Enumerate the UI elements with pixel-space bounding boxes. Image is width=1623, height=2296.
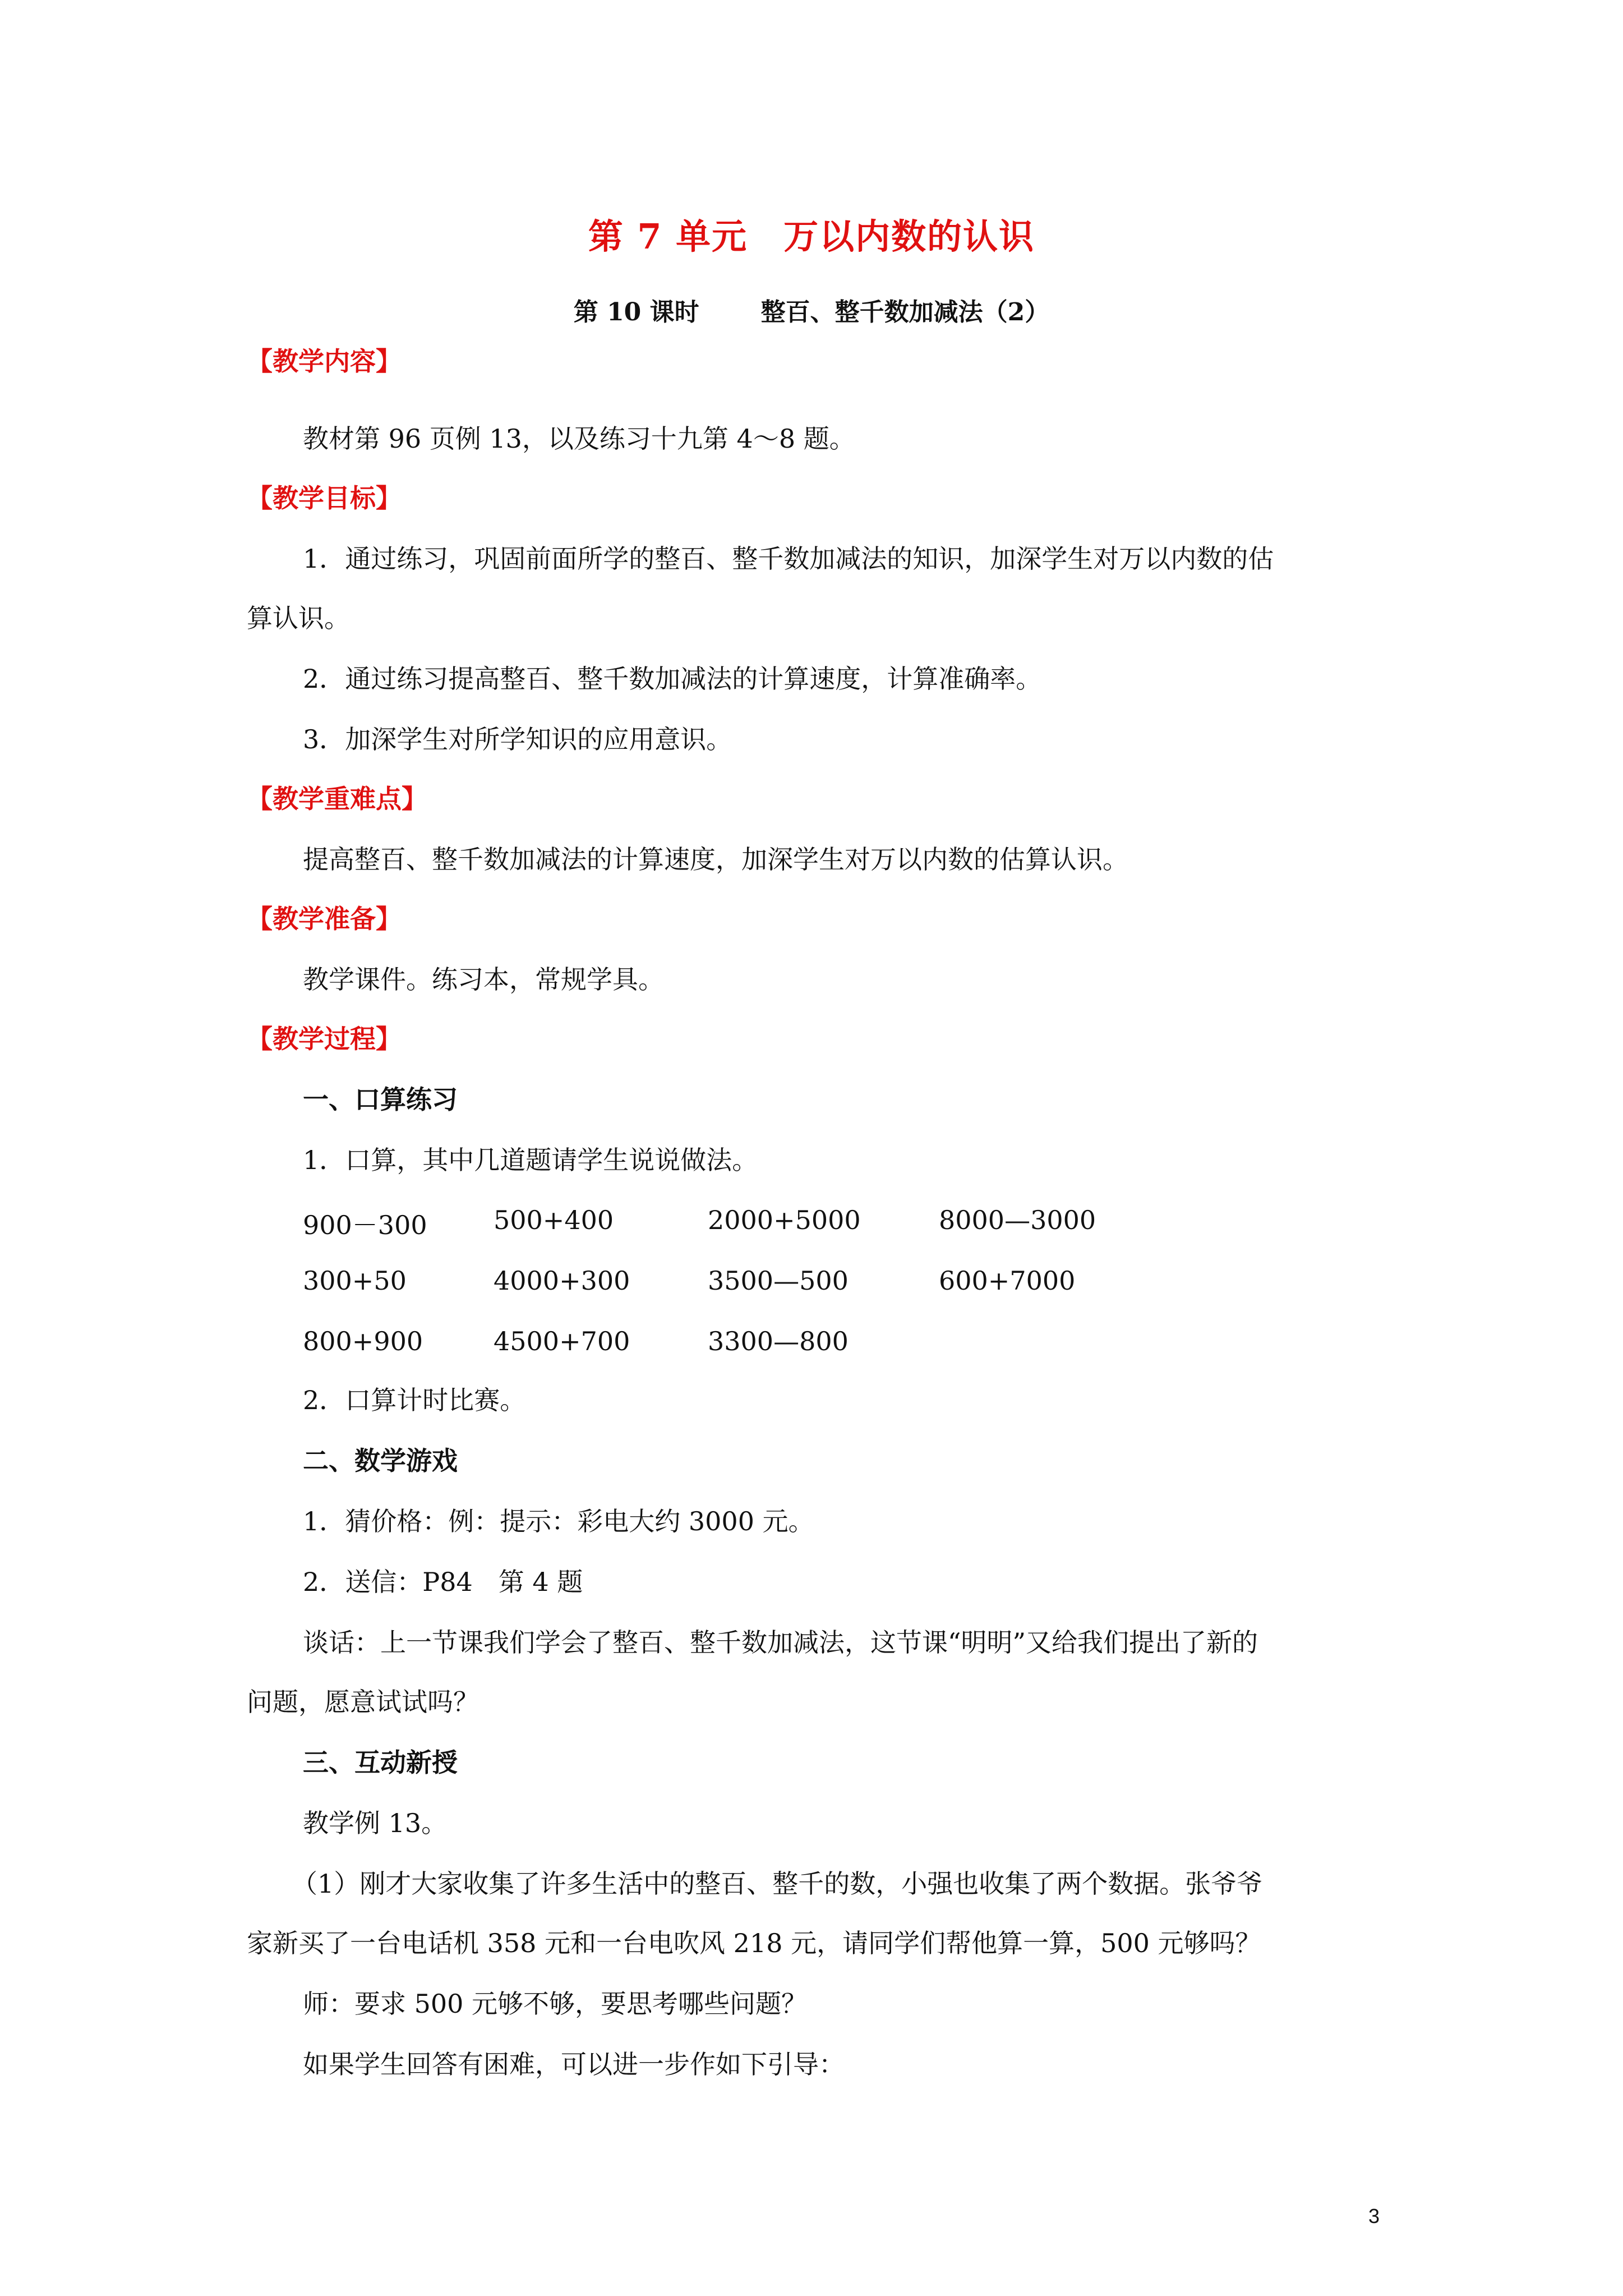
lesson-number: 第 10 课时 xyxy=(573,298,699,326)
math-item: 3300—800 xyxy=(708,1326,849,1356)
section-heading-content: 【教学内容】 xyxy=(247,346,402,376)
preparation-text: 教学课件。练习本，常规学具。 xyxy=(303,964,664,995)
math-item: 2000+5000 xyxy=(708,1205,861,1235)
part-1-item-2: 2．口算计时比赛。 xyxy=(303,1385,526,1415)
part-2-heading: 二、数学游戏 xyxy=(303,1446,458,1476)
math-item: 900－300 xyxy=(303,1210,427,1240)
question-1-line-2: 家新买了一台电话机 358 元和一台电吹风 218 元，请同学们帮他算一算，500 元够吗？ xyxy=(247,1928,1261,1958)
guide-text: 如果学生回答有困难，可以进一步作如下引导： xyxy=(303,2049,845,2079)
page-title: 第 7 单元 万以内数的认识 xyxy=(588,216,1035,257)
key-points-text: 提高整百、整千数加减法的计算速度，加深学生对万以内数的估算认识。 xyxy=(303,844,1128,875)
question-1-line-1: （1）刚才大家收集了许多生活中的整百、整千的数，小强也收集了两个数据。张爷爷 xyxy=(292,1869,1263,1899)
part-2-item-2: 2．送信：P84 第 4 题 xyxy=(303,1567,583,1597)
lesson-subtitle xyxy=(0,292,1623,328)
goal-2: 2．通过练习提高整百、整千数加减法的计算速度，计算准确率。 xyxy=(303,664,1042,694)
lesson-topic: 整百、整千数加减法（2） xyxy=(760,298,1050,326)
section-heading-process: 【教学过程】 xyxy=(247,1024,402,1054)
talk-line-2: 问题，愿意试试吗？ xyxy=(247,1687,479,1717)
section-heading-key-points: 【教学重难点】 xyxy=(247,784,427,814)
part-2-item-1: 1．猜价格：例：提示：彩电大约 3000 元。 xyxy=(303,1506,814,1536)
example-text: 教学例 13。 xyxy=(303,1808,448,1838)
math-item: 4500+700 xyxy=(494,1326,630,1356)
math-item: 3500—500 xyxy=(708,1266,849,1296)
part-3-heading: 三、互动新授 xyxy=(303,1747,458,1778)
content-text: 教材第 96 页例 13，以及练习十九第 4～8 题。 xyxy=(303,424,855,454)
math-item: 800+900 xyxy=(303,1326,423,1356)
teacher-question: 师：要求 500 元够不够，要思考哪些问题？ xyxy=(303,1989,808,2019)
math-item: 4000+300 xyxy=(494,1266,630,1296)
section-heading-goals: 【教学目标】 xyxy=(247,483,402,513)
math-item: 300+50 xyxy=(303,1266,407,1296)
goal-1-line-2: 算认识。 xyxy=(247,603,350,633)
math-item: 500+400 xyxy=(494,1205,614,1235)
goal-1-line-1: 1．通过练习，巩固前面所学的整百、整千数加减法的知识，加深学生对万以内数的估 xyxy=(303,544,1274,574)
goal-3: 3．加深学生对所学知识的应用意识。 xyxy=(303,724,732,754)
math-item: 600+7000 xyxy=(939,1266,1076,1296)
part-1-heading: 一、口算练习 xyxy=(303,1084,458,1115)
part-1-item-1: 1．口算，其中几道题请学生说说做法。 xyxy=(303,1145,758,1175)
talk-line-1: 谈话：上一节课我们学会了整百、整千数加减法，这节课“明明”又给我们提出了新的 xyxy=(303,1627,1258,1658)
page-number: 3 xyxy=(1368,2205,1380,2228)
math-item: 8000—3000 xyxy=(939,1205,1096,1235)
section-heading-preparation: 【教学准备】 xyxy=(247,904,402,934)
